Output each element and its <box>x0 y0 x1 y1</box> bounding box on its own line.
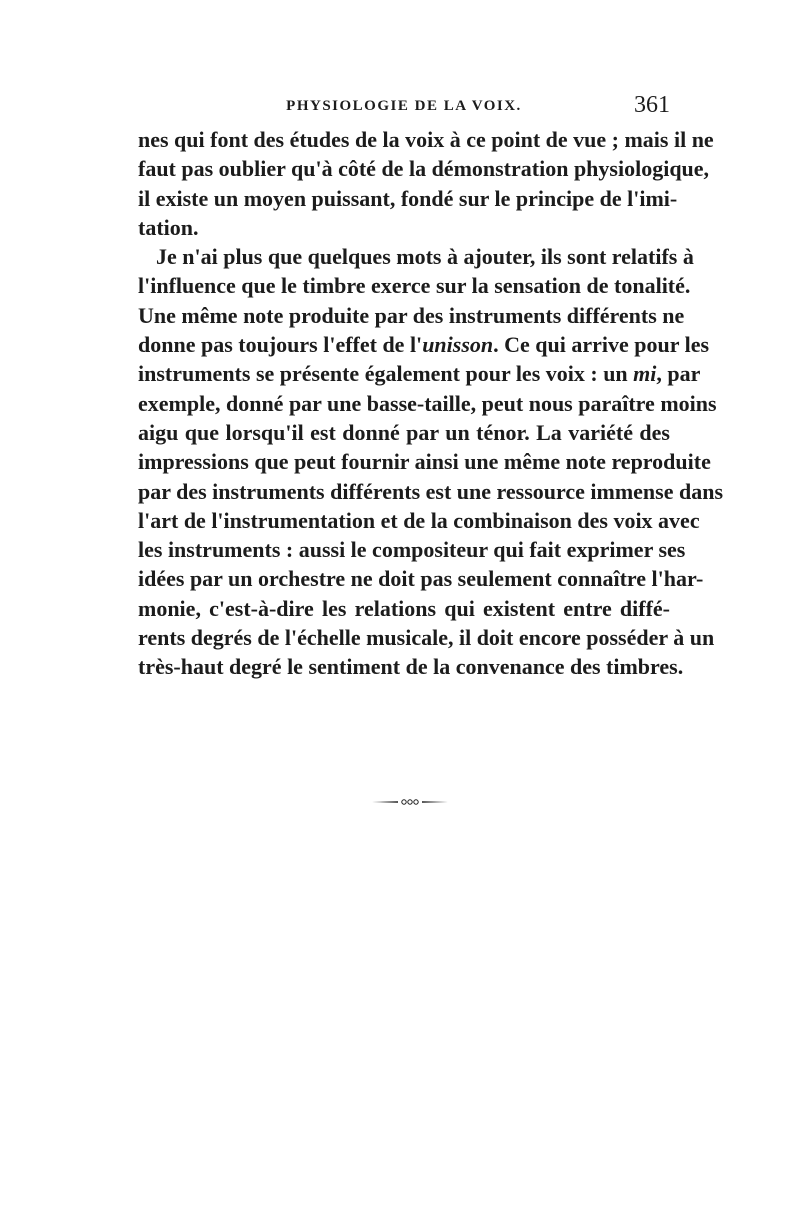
paragraph-start-line: Je n'ai plus que quelques mots à ajouter, ils sont relatifs à <box>156 244 694 270</box>
text-line: donne pas toujours l'effet de l'unisson. Ce qui arrive pour les <box>138 332 710 358</box>
text-line: exemple, donné par une basse-taille, peut nous paraître moins <box>138 390 717 416</box>
text-line: les instruments : aussi le compositeur qui fait exprimer ses <box>138 537 686 563</box>
text-line: il existe un moyen puissant, fondé sur le principe de l'imi- <box>138 185 678 211</box>
text-line: par des instruments différents est une ressource immense dans <box>138 478 724 504</box>
text-line: instruments se présente également pour les voix : un mi, par <box>138 361 701 387</box>
text-line: Une même note produite par des instruments différents ne <box>138 302 685 328</box>
text-line: faut pas oublier qu'à côté de la démonstration physiologique, <box>138 156 710 182</box>
text-line: rents degrés de l'échelle musicale, il doit encore posséder à un <box>138 625 715 651</box>
text-line: impressions que peut fournir ainsi une même note reproduite <box>138 449 711 475</box>
text-line: nes qui font des études de la voix à ce point de vue ; mais il ne <box>138 127 714 152</box>
text-line: idées par un orchestre ne doit pas seulement connaître l'har- <box>138 566 704 592</box>
running-head <box>138 92 670 126</box>
page-number: 361 <box>634 92 670 118</box>
text-line: aigu que lorsqu'il est donné par un ténor. La variété des <box>138 419 670 445</box>
text-line: très-haut degré le sentiment de la convenance des timbres. <box>138 654 684 680</box>
running-title: PHYSIOLOGIE DE LA VOIX. <box>286 98 522 114</box>
tailpiece-ornament-icon <box>370 795 450 807</box>
text-line: l'art de l'instrumentation et de la combinaison des voix avec <box>138 507 700 533</box>
text-line: l'influence que le timbre exerce sur la sensation de tonalité. <box>138 273 691 299</box>
text-line: tation. <box>138 214 199 240</box>
body-text <box>138 125 724 682</box>
text-line: monie, c'est-à-dire les relations qui existent entre diffé- <box>138 595 670 621</box>
